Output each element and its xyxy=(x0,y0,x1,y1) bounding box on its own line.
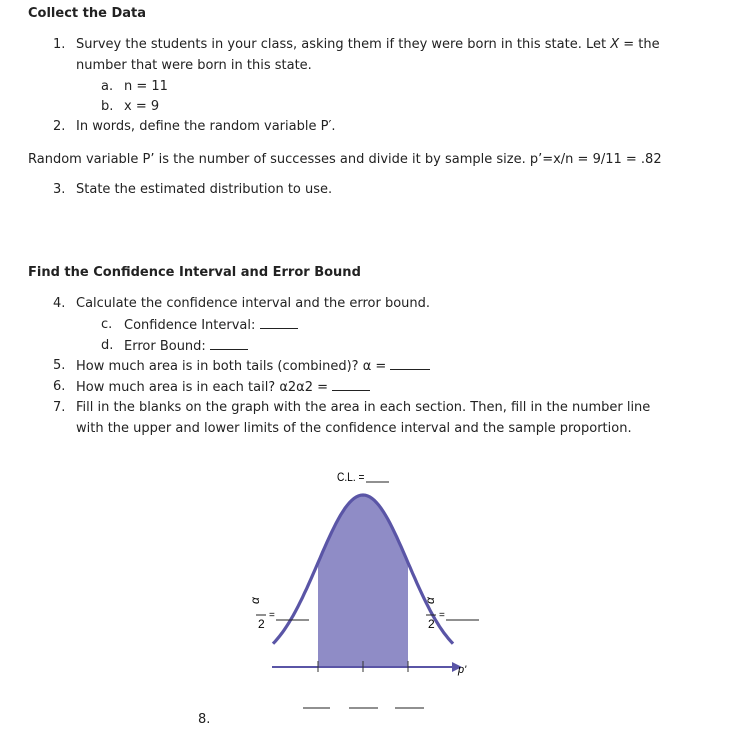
sub-d-label: d. xyxy=(101,338,114,353)
sub-d-text: Error Bound: xyxy=(124,339,206,354)
item-3-number: 3. xyxy=(53,182,66,197)
sub-c-text: Confidence Interval: xyxy=(124,318,256,333)
item-4-number: 4. xyxy=(53,296,66,311)
item-1-eq: = the xyxy=(623,37,660,52)
item-1-variable: X xyxy=(610,37,620,52)
item-7-line1: Fill in the blanks on the graph with the area in each section. Then, fill in the number line xyxy=(76,400,651,415)
item-5-number: 5. xyxy=(53,358,66,373)
sub-c-label: c. xyxy=(101,317,113,332)
item-7-line2: with the upper and lower limits of the confidence interval and the sample proportion. xyxy=(76,421,632,436)
cl-label: C.L. = xyxy=(337,471,365,485)
left-eq-sign: = xyxy=(269,610,275,621)
item-2-number: 2. xyxy=(53,119,66,134)
sub-a-text: n = 11 xyxy=(124,79,168,94)
section-heading-confidence: Find the Confidence Interval and Error Bound xyxy=(28,265,361,280)
student-answer: Random variable P’ is the number of successes and divide it by sample size. p’=x/n = 9/11 = .82 xyxy=(28,152,662,167)
item-1-text: Survey the students in your class, asking them if they were born in this state. Let xyxy=(76,37,607,52)
item-8-number: 8. xyxy=(198,712,211,727)
item-4-text: Calculate the confidence interval and the error bound. xyxy=(76,296,431,311)
right-eq-sign: = xyxy=(439,610,445,621)
item-2-text: In words, define the random variable P′. xyxy=(76,119,336,134)
section-heading-collect: Collect the Data xyxy=(28,6,147,21)
axis-label-p-prime: p' xyxy=(458,664,467,676)
item-5-text: How much area is in both tails (combined)? α = xyxy=(76,359,387,374)
item-3-text: State the estimated distribution to use. xyxy=(76,182,333,197)
item-1-number: 1. xyxy=(53,37,66,52)
item-7-number: 7. xyxy=(53,400,66,415)
sub-b-label: b. xyxy=(101,99,114,114)
left-alpha-numerator: α xyxy=(248,597,262,604)
sub-a-label: a. xyxy=(101,79,114,94)
item-6-text: How much area is in each tail? α2α2 = xyxy=(76,380,329,395)
item-6-number: 6. xyxy=(53,379,66,394)
left-alpha-denominator: 2 xyxy=(258,617,265,631)
sub-b-text: x = 9 xyxy=(124,99,160,114)
right-alpha-numerator: α xyxy=(423,597,437,604)
item-1-line2: number that were born in this state. xyxy=(76,58,312,73)
shaded-confidence-area xyxy=(318,495,408,667)
right-alpha-denominator: 2 xyxy=(428,617,435,631)
